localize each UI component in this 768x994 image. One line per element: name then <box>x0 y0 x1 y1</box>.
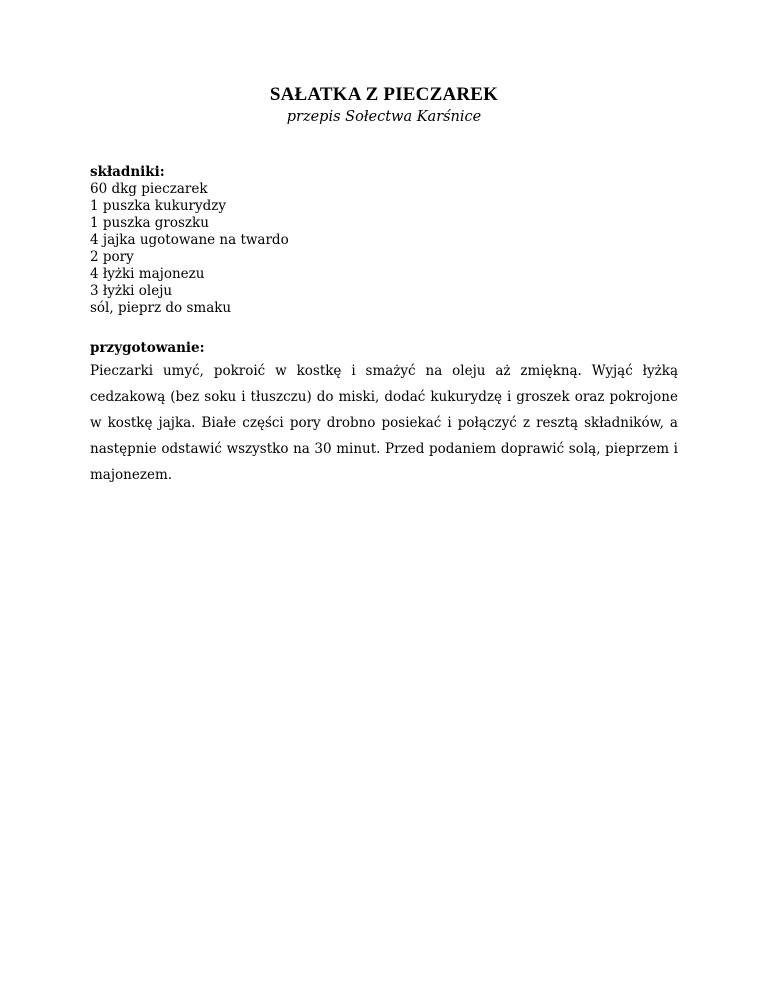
ingredient-item: 1 puszka kukurydzy <box>90 198 226 214</box>
ingredient-item: 3 łyżki oleju <box>90 283 173 299</box>
ingredients-heading: składniki: <box>90 164 165 180</box>
ingredient-item: 4 łyżki majonezu <box>90 266 205 282</box>
preparation-heading: przygotowanie: <box>90 340 205 356</box>
recipe-subtitle: przepis Sołectwa Karśnice <box>286 109 482 125</box>
ingredients-list <box>90 181 289 317</box>
ingredient-item: 1 puszka groszku <box>90 215 209 231</box>
ingredient-item: 4 jajka ugotowane na twardo <box>90 232 289 248</box>
preparation-text: Pieczarki umyć, pokroić w kostkę i smażyć na oleju aż zmiękną. Wyjąć łyżką cedzakową (bez soku i tłuszczu) do miski, dodać kukurydzę i groszek oraz pokrojone w kostkę jajka. Białe części pory drobno posiekać i połączyć z resztą składników, a następnie odstawić wszystko na 30 minut. Przed podaniem doprawić solą, pieprzem i majonezem. <box>90 363 678 483</box>
ingredient-item: 60 dkg pieczarek <box>90 181 208 197</box>
ingredient-item: sól, pieprz do smaku <box>90 300 232 316</box>
ingredient-item: 2 pory <box>90 249 134 265</box>
recipe-title: SAŁATKA Z PIECZAREK <box>269 84 499 105</box>
